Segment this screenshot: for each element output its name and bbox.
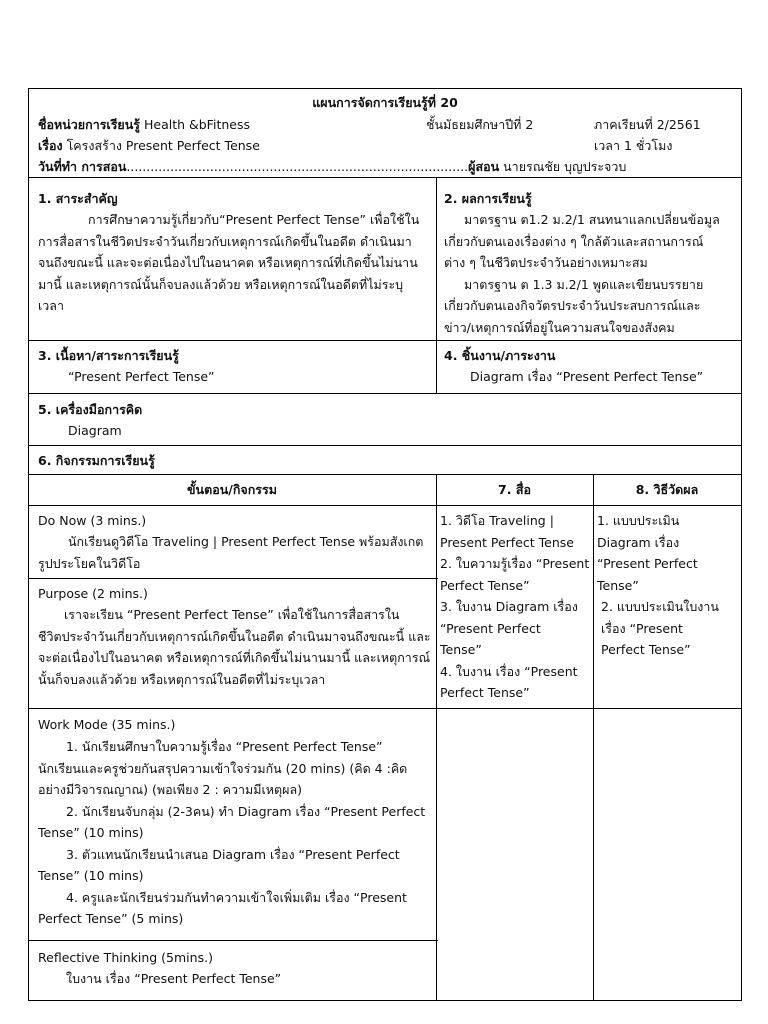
media-line: 2. ใบความรู้เรื่อง “Present (440, 556, 590, 571)
do-now-line: นักเรียนดูวิดีโอ Traveling | Present Perfect Tense พร้อมสังเกต (68, 534, 424, 549)
do-now-line: รูปประโยคในวิดีโอ (38, 555, 141, 571)
section-1-body (38, 209, 433, 317)
media-line: Tense” (440, 642, 482, 657)
work-mode-line: 2. นักเรียนจับกลุ่ม (2-3คน) ทำ Diagram เรื่อง “Present Perfect (66, 803, 426, 819)
topic-row (38, 135, 260, 156)
work-mode-line: 1. นักเรียนศึกษาใบความรู้เรื่อง “Present Perfect Tense” (66, 739, 383, 754)
section-1-heading: 1. สาระสำคัญ (38, 191, 118, 206)
section-1-line: เวลา (38, 298, 64, 313)
purpose-line: ชีวิตประจำวันเกี่ยวกับเหตุการณ์เกิดขึ้นในอดีต ดำเนินมาจนถึงขณะนี้ และ (38, 628, 431, 644)
section-2-body (444, 209, 739, 338)
media-line: “Present Perfect (440, 620, 541, 636)
evaluation-line: “Present Perfect (597, 556, 698, 571)
section-3-body: “Present Perfect Tense” (68, 369, 215, 384)
unit-label: ชื่อหน่วยการเรียนรู้ (38, 117, 140, 132)
semester: ภาคเรียนที่ 2/2561 (594, 117, 701, 132)
work-mode-line: Tense” (10 mins) (38, 825, 144, 840)
teacher-name: นายรณชัย บุญประจวบ (503, 159, 627, 174)
section-1-line: การสื่อสารในชีวิตประจำวันเกี่ยวกับเหตุการณ์เกิดขึ้นในอดีต ดำเนินมา (38, 233, 412, 249)
evaluation-line: เรื่อง “Present (601, 620, 683, 636)
evaluation-list (597, 510, 740, 661)
evaluation-line: Perfect Tense” (601, 642, 691, 657)
date-label: วันที่ทำ การสอน (38, 159, 127, 174)
section-2-line: ข่าว/เหตุการณ์ที่อยู่ในความสนใจของสังคม (444, 319, 675, 335)
section-3-heading: 3. เนื้อหา/สาระการเรียนรู้ (38, 348, 179, 363)
section-4-heading: 4. ชิ้นงาน/ภาระงาน (444, 348, 556, 363)
lesson-duration: เวลา 1 ชั่วโมง (594, 138, 673, 153)
reflective-heading: Reflective Thinking (5mins.) (38, 950, 213, 965)
work-mode-body (38, 736, 433, 930)
purpose-heading: Purpose (2 mins.) (38, 586, 148, 601)
grade-level: ชั้นมัธยมศึกษาปีที่ 2 (426, 117, 534, 132)
section-2-line: มาตรฐาน ต 1.3 ม.2/1 พูดและเขียนบรรยาย (464, 276, 704, 292)
media-line: 3. ใบงาน Diagram เรื่อง (440, 599, 578, 614)
media-line: 4. ใบงาน เรื่อง “Present (440, 663, 578, 679)
work-mode-line: Tense” (10 mins) (38, 868, 144, 883)
section-2-line: ต่าง ๆ ในชีวิตประจำวันอย่างเหมาะสม (444, 255, 648, 270)
evaluation-line: Tense” (597, 577, 639, 593)
date-row (38, 156, 627, 177)
section-5-heading: 5. เครื่องมือการคิด (38, 402, 143, 417)
date-blank: ...................................................................................... (126, 159, 469, 174)
purpose-line: นั้นก็จบลงแล้วด้วย หรือเหตุการณ์ในอดีตที่ไม่ระบุเวลา (38, 671, 326, 687)
unit-value: Health &bFitness (143, 117, 250, 132)
do-now-heading: Do Now (3 mins.) (38, 513, 147, 528)
purpose-line: เราจะเรียน “Present Perfect Tense” เพื่อใช้ในการสื่อสารใน (64, 607, 400, 622)
reflective-body: ใบงาน เรื่อง “Present Perfect Tense” (66, 971, 282, 986)
evaluation-line: Diagram เรื่อง (597, 534, 680, 550)
work-mode-line: นักเรียนและครูช่วยกันสรุปความเข้าใจร่วมกัน (20 mins) (คิด 4 :คิด (38, 760, 408, 776)
section-1-line: มานี้ และเหตุการณ์นั้นก็จบลงแล้วด้วย หรือเหตุการณ์ในอดีตที่ไม่ระบุ (38, 276, 404, 292)
section-2-line: เกี่ยวกับตนเองเรื่องต่าง ๆ ใกล้ตัวและสถานการณ์ (444, 233, 704, 249)
media-line: Perfect Tense” (440, 577, 530, 593)
work-mode-line: อย่างมีวิจารณญาณ) (พอเพียง 2 : ความมีเหตุผล) (38, 782, 303, 797)
section-6-heading: 6. กิจกรรมการเรียนรู้ (38, 453, 155, 468)
work-mode-heading: Work Mode (35 mins.) (38, 717, 176, 732)
section-1-line: จนถึงขณะนี้ และจะต่อเนื่องไปในอนาคต หรือเหตุการณ์ที่เกิดขึ้นไม่นาน (38, 255, 418, 270)
work-mode-line: 4. ครูและนักเรียนร่วมกันทำความเข้าใจเพิ่มเติม เรื่อง “Present (66, 889, 407, 905)
section-2-line: เกี่ยวกับตนเองกิจวัตรประจำวันประสบการณ์และ (444, 298, 701, 313)
do-now-body (38, 531, 433, 574)
section-1-line: การศึกษาความรู้เกี่ยวกับ“Present Perfect Tense” เพื่อใช้ใน (88, 212, 420, 227)
col-header-evaluation: 8. วิธีวัดผล (635, 482, 699, 497)
purpose-line: จะต่อเนื่องไปในอนาคต หรือเหตุการณ์ที่เกิดขึ้นไม่นานมานี้ และเหตุการณ์ (38, 650, 431, 665)
teacher-label: ผู้สอน (468, 159, 500, 174)
col-header-steps: ขั้นตอน/กิจกรรม (187, 482, 277, 497)
section-5-body: Diagram (68, 423, 122, 438)
document-title: แผนการจัดการเรียนรู้ที่ 20 (312, 95, 458, 110)
section-2-heading: 2. ผลการเรียนรู้ (444, 191, 532, 206)
section-2-line: มาตรฐาน ต1.2 ม.2/1 สนทนาแลกเปลี่ยนข้อมูล (464, 212, 720, 227)
purpose-body (38, 604, 433, 690)
work-mode-line: 3. ตัวแทนนักเรียนนำเสนอ Diagram เรื่อง “Present Perfect (66, 846, 400, 862)
section-4-body: Diagram เรื่อง “Present Perfect Tense” (470, 369, 704, 384)
evaluation-line: 1. แบบประเมิน (597, 513, 680, 528)
evaluation-line: 2. แบบประเมินใบงาน (601, 599, 719, 614)
media-line: Present Perfect Tense (440, 534, 574, 550)
media-list (440, 510, 592, 704)
topic-label: เรื่อง (38, 138, 63, 153)
unit-row (38, 114, 250, 135)
media-line: Perfect Tense” (440, 685, 530, 700)
media-line: 1. วิดีโอ Traveling | (440, 513, 554, 528)
work-mode-line: Perfect Tense” (5 mins) (38, 911, 184, 926)
col-header-media: 7. สื่อ (498, 482, 531, 497)
topic-value: โครงสร้าง Present Perfect Tense (66, 138, 260, 153)
